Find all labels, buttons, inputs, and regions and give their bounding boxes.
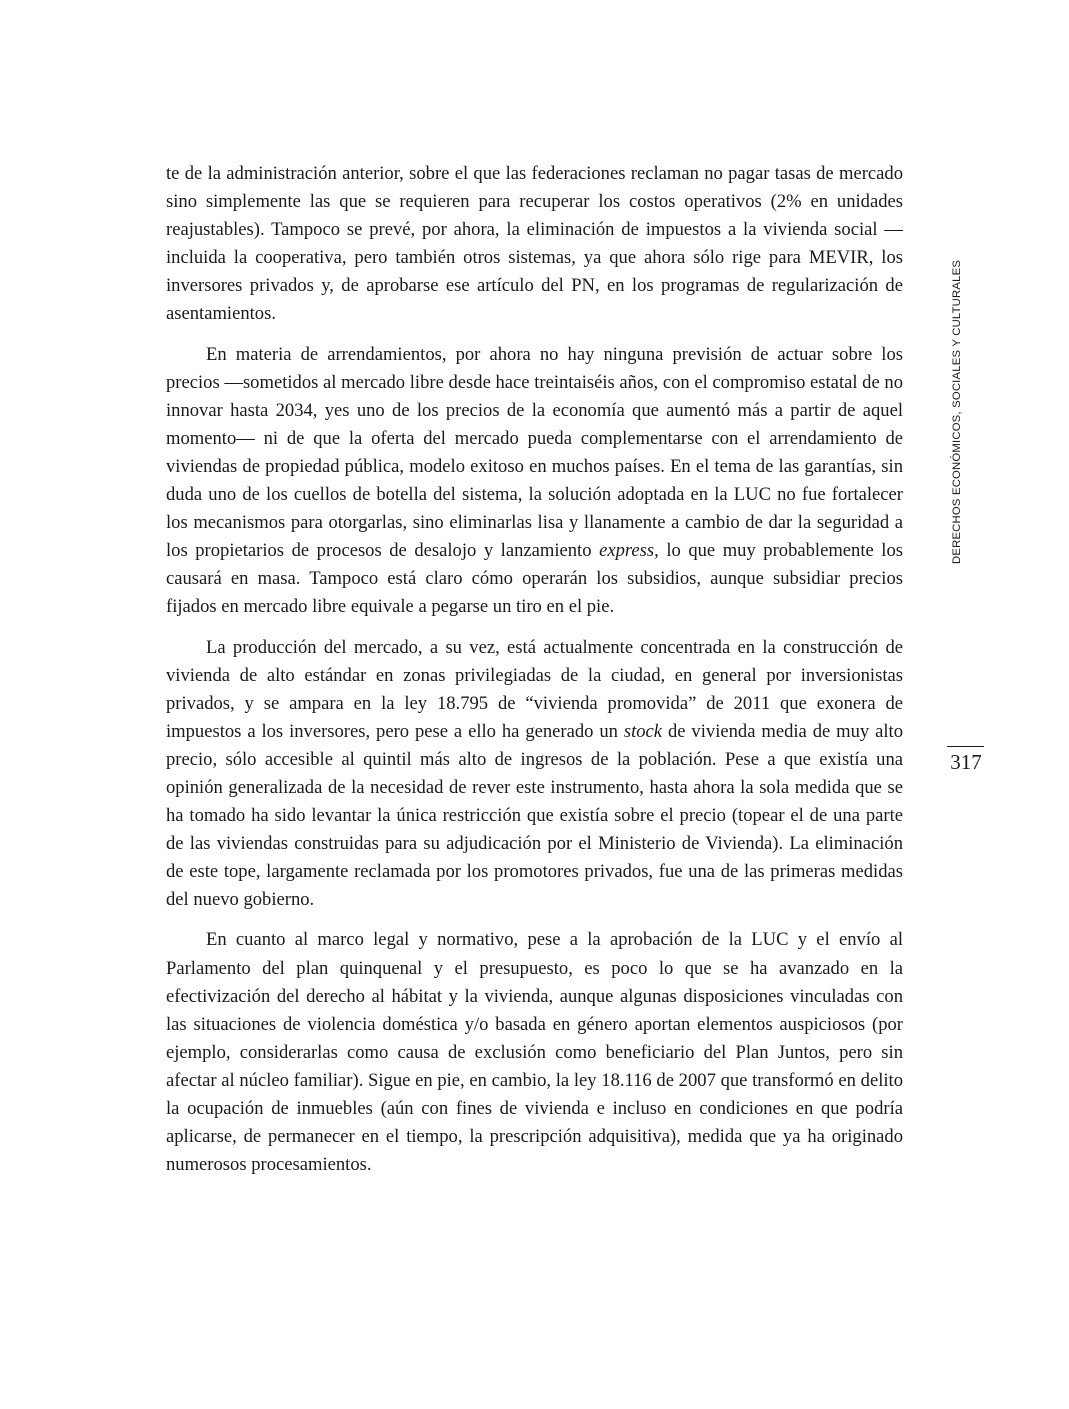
italic-term: stock — [623, 720, 663, 742]
running-head: DERECHOS ECONÓMICOS, SOCIALES Y CULTURALES — [951, 259, 963, 564]
body-text — [166, 160, 903, 1191]
italic-term: express — [599, 540, 655, 562]
paragraph-text: de vivienda media de muy alto precio, sólo accesible al quintil más alto de ingresos de la población. Pese a que existía una opinión generalizada de la necesidad de rever este instrumento, hasta ahora la sola medida que se ha tomado ha sido levantar la única restricción que existía sobre el precio (topear el de una parte de las viviendas construidas para su adjudicación por el Ministerio de Vivienda). La eliminación de este tope, largamente reclamada por los promotores privados, fue una de las primeras medidas del nuevo gobierno. — [166, 720, 903, 911]
page-number: 317 — [950, 750, 982, 774]
paragraph — [166, 160, 903, 329]
paragraph-text: En materia de arrendamientos, por ahora no hay ninguna previsión de actuar sobre los precios —sometidos al mercado libre desde hace treintaiséis años, con el compromiso estatal de no innovar hasta 2034, yes uno de los precios de la economía que aumentó más a partir de aquel momento— ni de que la oferta del mercado pueda complementarse con el arrendamiento de viviendas de propiedad pública, modelo exitoso en muchos países. En el tema de las garantías, sin duda uno de los cuellos de botella del sistema, la solución adoptada en la LUC no fue fortalecer los mecanismos para otorgarlas, sino eliminarlas lisa y llanamente a cambio de dar la seguridad a los propietarios de procesos de desalojo y lanzamiento — [166, 343, 903, 562]
paragraph-text: te de la administración anterior, sobre el que las federaciones reclaman no pagar tasas de mercado sino simplemente las que se requieren para recuperar los costos operativos (2% en unidades reajustables). Tampoco se prevé, por ahora, la eliminación de impuestos a la vivienda social —incluida la cooperativa, pero también otros sistemas, ya que ahora sólo rige para MEVIR, los inversores privados y, de aprobarse ese artículo del PN, en los programas de regularización de asentamientos. — [166, 163, 903, 325]
paragraph-text: , lo que muy probablemente los causará en masa. Tampoco está claro cómo operarán los subsidios, aunque subsidiar precios fijados en mercado libre equivale a pegarse un tiro en el pie. — [166, 540, 904, 618]
paragraph — [166, 341, 903, 622]
paragraph-text: En cuanto al marco legal y normativo, pese a la aprobación de la LUC y el envío al Parlamento del plan quinquenal y el presupuesto, es poco lo que se ha avanzado en la efectivización del derecho al hábitat y la vivienda, aunque algunas disposiciones vinculadas con las situaciones de violencia doméstica y/o basada en género aportan elementos auspiciosos (por ejemplo, considerarlas como causa de exclusión como beneficiario del Plan Juntos, pero sin afectar al núcleo familiar). Sigue en pie, en cambio, la ley 18.116 de 2007 que transformó en delito la ocupación de inmuebles (aún con fines de vivienda e incluso en condiciones en que podría aplicarse, de permanecer en el tiempo, la prescripción adquisitiva), medida que ya ha originado numerosos procesamientos. — [166, 929, 903, 1176]
paragraph-text: La producción del mercado, a su vez, está actualmente concentrada en la construcción de vivienda de alto estándar en zonas privilegiadas de la ciudad, en general por inversionistas privados, y se ampara en la ley 18.795 de “vivienda promovida” de 2011 que exonera de impuestos a los inversores, pero pese a ello ha generado un — [166, 636, 903, 742]
page-number-rule — [947, 746, 984, 747]
paragraph — [166, 634, 903, 915]
paragraph — [166, 926, 903, 1179]
